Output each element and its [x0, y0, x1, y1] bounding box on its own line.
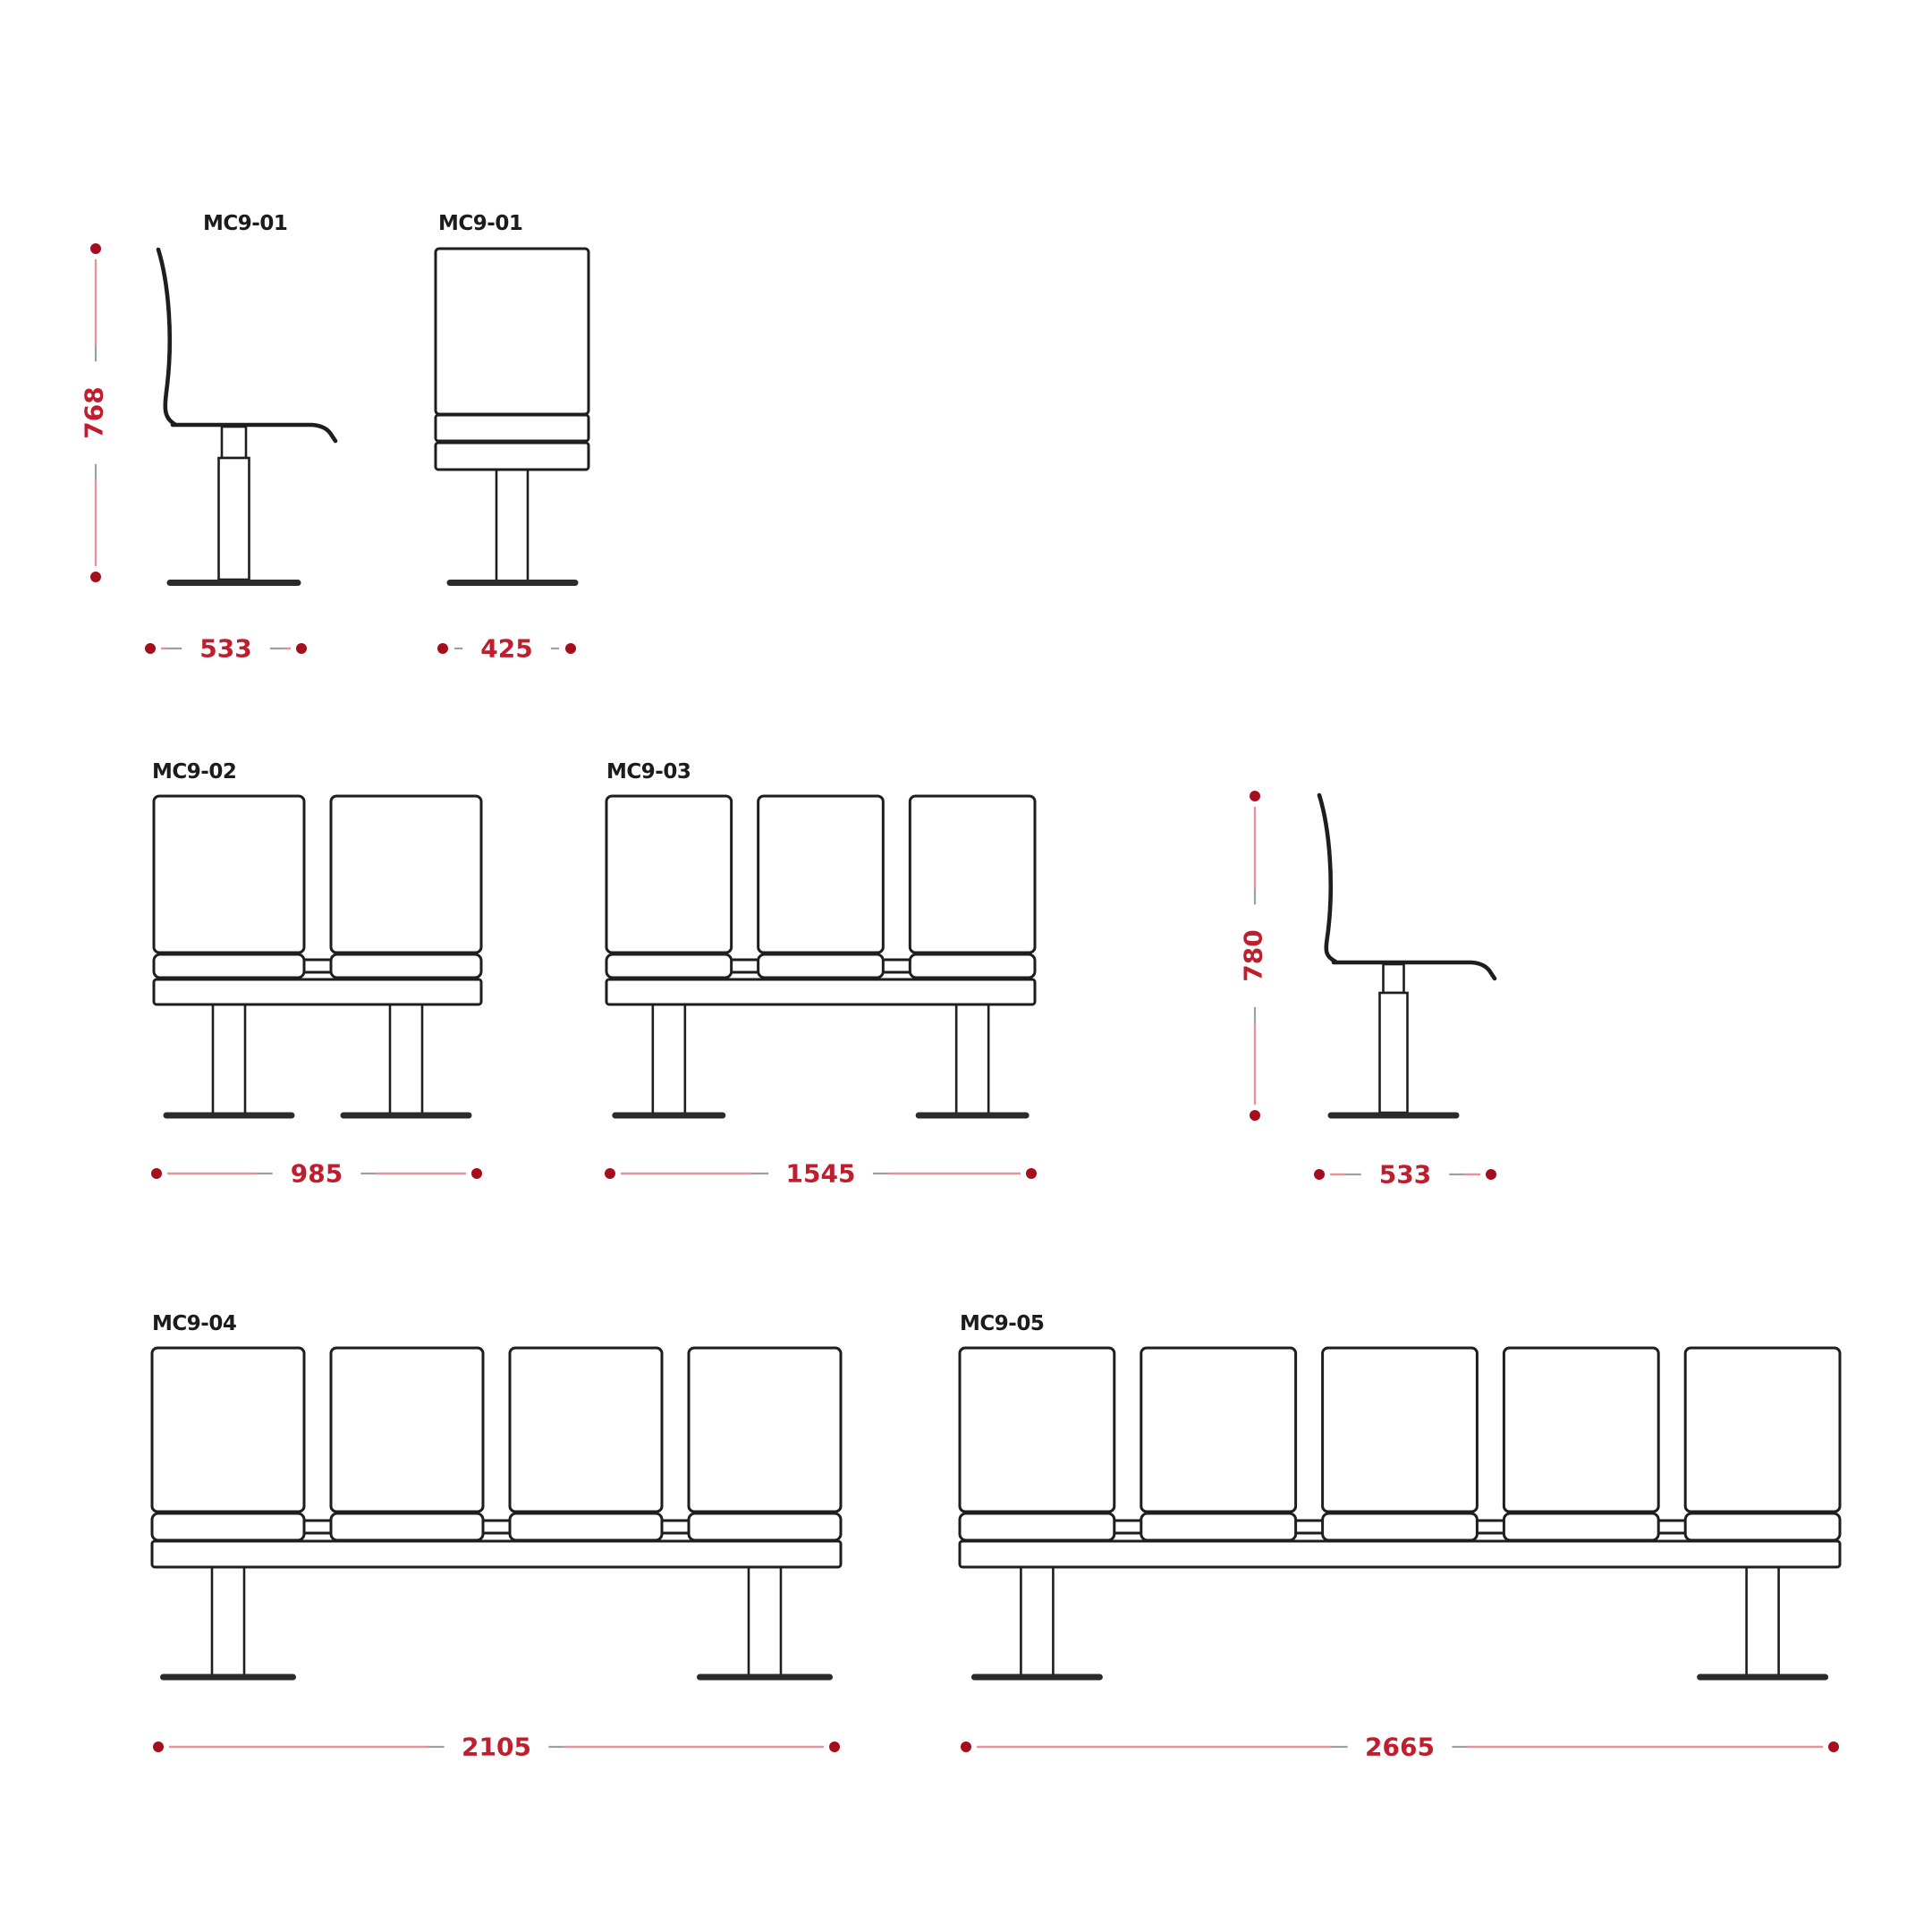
seat-backrest: [154, 796, 304, 953]
dimension-endpoint-dot: [829, 1741, 840, 1752]
chair-seat-profile: [173, 425, 335, 441]
seat-backrest: [1685, 1348, 1840, 1512]
seat-cushion: [1323, 1513, 1478, 1540]
bench-beam: [606, 979, 1035, 1004]
figure-mc9-02-drawing: [154, 796, 481, 1115]
dimension-value: 985: [290, 1158, 343, 1189]
bench-beam: [152, 1541, 841, 1567]
dimension-endpoint-dot: [151, 1168, 162, 1179]
pedestal-column-upper: [222, 427, 246, 458]
figure-label: MC9-05: [960, 1312, 1045, 1335]
dimension-value: 533: [199, 633, 252, 664]
chair-backrest-profile: [158, 250, 174, 424]
figure-mc9-01-front-drawing: [436, 249, 589, 583]
dimension-endpoint-dot: [153, 1741, 164, 1752]
bench-beam: [154, 979, 481, 1004]
dimension-endpoint-dot: [90, 243, 101, 254]
bench-beam: [960, 1541, 1840, 1567]
pedestal-column-lower: [1380, 993, 1408, 1113]
seat-cushion: [910, 954, 1035, 978]
pedestal-column-lower: [219, 458, 250, 580]
width-dimension: [153, 1733, 840, 1762]
width-dimension: [151, 1159, 482, 1189]
seat-backrest: [152, 1348, 304, 1512]
figure-label-group: [152, 760, 236, 784]
dimension-endpoint-dot: [605, 1168, 615, 1179]
dimension-endpoint-dot: [1250, 791, 1260, 801]
seat-cushion: [152, 1513, 304, 1540]
dimension-value: 1545: [785, 1158, 856, 1189]
figure-label: MC9-03: [606, 760, 691, 784]
figure-label: MC9-02: [152, 760, 237, 784]
width-dimension: [145, 634, 307, 664]
width-dimension: [605, 1159, 1037, 1189]
figure-label-group: [438, 212, 522, 235]
dimension-endpoint-dot: [296, 643, 307, 654]
figure-label: MC9-01: [203, 212, 288, 235]
seat-backrest: [960, 1348, 1114, 1512]
seat-backrest: [331, 1348, 483, 1512]
dimension-endpoint-dot: [1314, 1169, 1325, 1180]
dimension-value: 780: [1238, 929, 1268, 982]
width-dimension: [961, 1733, 1839, 1762]
figure-label-group: [152, 1312, 236, 1335]
figure-side-chair-drawing: [1319, 795, 1495, 1115]
pedestal-column-upper: [1384, 964, 1404, 993]
height-dimension: [80, 243, 109, 582]
height-dimension: [1239, 791, 1268, 1121]
seat-backrest: [910, 796, 1035, 953]
seat-backrest: [606, 796, 732, 953]
figure-mc9-01-side-drawing: [158, 250, 335, 583]
seat-backrest: [1323, 1348, 1478, 1512]
seat-cushion: [510, 1513, 662, 1540]
dimension-endpoint-dot: [1026, 1168, 1037, 1179]
dimension-endpoint-dot: [90, 572, 101, 582]
figure-label-group: [960, 1312, 1044, 1335]
seat-cushion: [436, 415, 589, 441]
figure-label: MC9-04: [152, 1312, 237, 1335]
dimension-value: 2665: [1365, 1732, 1435, 1762]
seat-backrest: [331, 796, 481, 953]
chair-seat-profile: [1334, 962, 1495, 979]
dimension-endpoint-dot: [1250, 1110, 1260, 1121]
dimension-endpoint-dot: [565, 643, 576, 654]
figure-label-group: [203, 212, 287, 235]
figure-mc9-05-drawing: [960, 1348, 1840, 1677]
seat-backrest: [689, 1348, 841, 1512]
dimension-endpoint-dot: [471, 1168, 482, 1179]
figure-mc9-03-drawing: [606, 796, 1035, 1115]
width-dimension: [437, 634, 576, 664]
dimension-endpoint-dot: [437, 643, 448, 654]
dimension-endpoint-dot: [1486, 1169, 1496, 1180]
width-dimension: [1314, 1160, 1496, 1190]
seat-backrest: [436, 249, 589, 414]
figure-mc9-04-drawing: [152, 1348, 841, 1677]
figure-label-group: [606, 760, 691, 784]
seat-cushion: [331, 1513, 483, 1540]
dimension-endpoint-dot: [961, 1741, 971, 1752]
seat-backrest: [1504, 1348, 1658, 1512]
seat-backrest: [510, 1348, 662, 1512]
chair-backrest-profile: [1319, 795, 1335, 962]
dimension-endpoint-dot: [145, 643, 156, 654]
seat-backrest: [758, 796, 884, 953]
seat-cushion: [689, 1513, 841, 1540]
dimension-value: 425: [480, 633, 533, 664]
seat-cushion: [960, 1513, 1114, 1540]
dimension-value: 768: [79, 386, 109, 439]
seat-cushion: [1685, 1513, 1840, 1540]
seat-cushion: [331, 954, 481, 978]
dimension-value: 2105: [462, 1732, 531, 1762]
figure-label: MC9-01: [438, 212, 523, 235]
seat-backrest: [1141, 1348, 1296, 1512]
seat-cushion: [606, 954, 732, 978]
seat-cushion: [1504, 1513, 1658, 1540]
dimension-value: 533: [1378, 1159, 1432, 1190]
seat-cushion: [154, 954, 304, 978]
seat-cushion: [1141, 1513, 1296, 1540]
seat-cushion: [436, 443, 589, 470]
seat-cushion: [758, 954, 884, 978]
dimension-endpoint-dot: [1828, 1741, 1839, 1752]
